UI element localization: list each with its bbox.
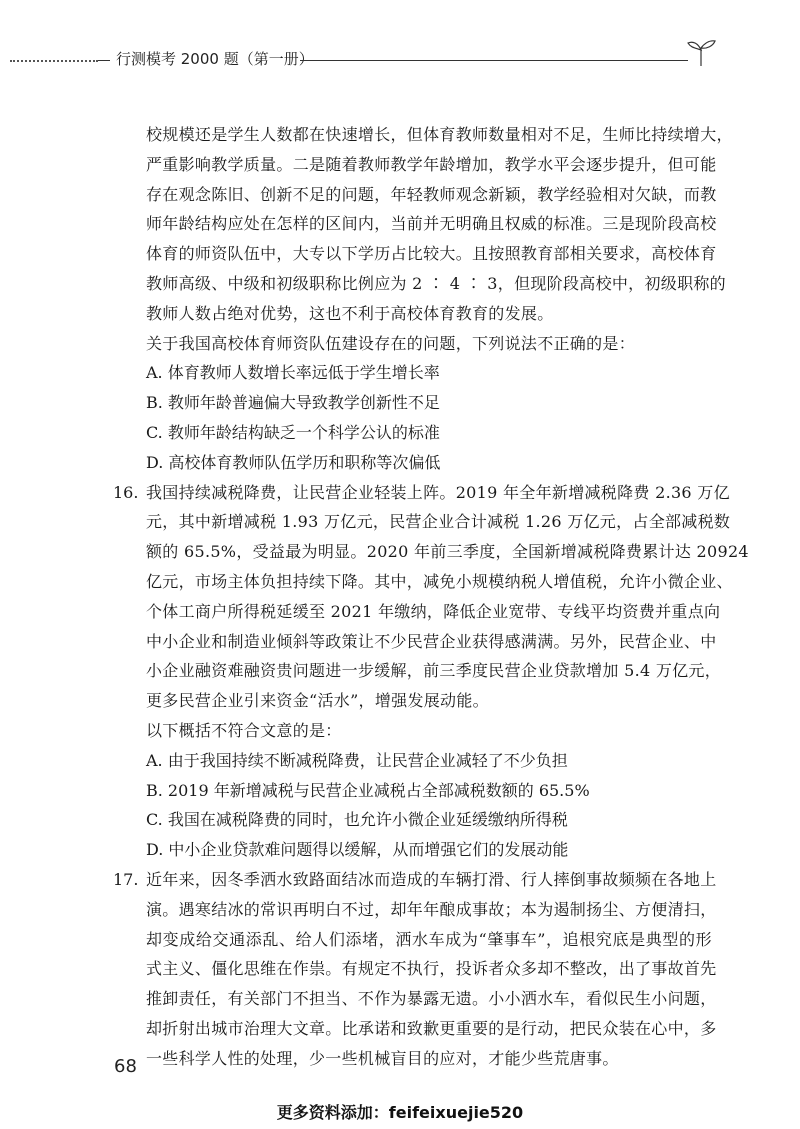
passage-line: 额的 65.5%，受益最为明显。2020 年前三季度，全国新增减税降费累计达 20924 xyxy=(146,542,749,562)
passage-line: 更多民营企业引来资金“活水”，增强发展动能。 xyxy=(146,691,489,711)
passage-line: 教师高级、中级和初级职称比例应为 2 ∶ 4 ∶ 3，但现阶段高校中，初级职称的 xyxy=(146,273,726,293)
passage-line: 一些科学人性的处理，少一些机械盲目的应对，才能少些荒唐事。 xyxy=(146,1048,619,1068)
passage-line: 小企业融资难融资贵问题进一步缓解，前三季度民营企业贷款增加 5.4 万亿元， xyxy=(146,661,722,681)
passage-line: 却变成给交通添乱、给人们添堵，洒水车成为“肇事车”，追根究底是典型的形 xyxy=(146,929,712,949)
sprout-icon xyxy=(684,34,718,68)
question-number: 16. xyxy=(113,482,139,502)
option-b: B. 教师年龄普遍偏大导致教学创新性不足 xyxy=(146,393,440,413)
option-d: D. 高校体育教师队伍学历和职称等次偏低 xyxy=(146,452,441,472)
question-16 xyxy=(113,478,749,865)
passage-continuation xyxy=(146,120,733,478)
passage-line: 亿元，市场主体负担持续下降。其中，减免小规模纳税人增值税，允许小微企业、 xyxy=(146,571,733,591)
passage-line: 推卸责任，有关部门不担当、不作为暴露无遗。小小洒水车，看似民生小问题， xyxy=(146,989,717,1009)
passage-line: 近年来，因冬季洒水致路面结冰而造成的车辆打滑、行人摔倒事故频频在各地上 xyxy=(146,869,717,889)
question-stem: 关于我国高校体育师资队伍建设存在的问题，下列说法不正确的是： xyxy=(146,333,636,353)
passage-line: 严重影响教学质量。二是随着教师教学年龄增加，教学水平会逐步提升，但可能 xyxy=(146,154,717,174)
header-rule-right xyxy=(300,60,688,61)
header-dotted-rule xyxy=(10,60,98,62)
passage-line: 演。遇寒结冰的常识再明白不过，却年年酿成事故；本为遏制扬尘、方便清扫， xyxy=(146,899,717,919)
passage-line: 师年龄结构应处在怎样的区间内，当前并无明确且权威的标准。三是现阶段高校 xyxy=(146,214,717,234)
passage-line: 中小企业和制造业倾斜等政策让不少民营企业获得感满满。另外，民营企业、中 xyxy=(146,631,717,651)
passage-line: 个体工商户所得税延缓至 2021 年缴纳，降低企业宽带、专线平均资费并重点向 xyxy=(146,601,721,621)
passage-line: 校规模还是学生人数都在快速增长，但体育教师数量相对不足，生师比持续增大， xyxy=(146,125,733,144)
option-d: D. 中小企业贷款难问题得以缓解，从而增强它们的发展动能 xyxy=(146,840,569,860)
question-stem: 以下概括不符合文意的是： xyxy=(146,720,342,740)
passage-line: 却折射出城市治理大文章。比承诺和致歉更重要的是行动，把民众装在心中，多 xyxy=(146,1018,717,1038)
option-c: C. 教师年龄结构缺乏一个科学公认的标准 xyxy=(146,422,440,442)
option-c: C. 我国在减税降费的同时，也允许小微企业延缓缴纳所得税 xyxy=(146,810,568,830)
passage-line: 体育的师资队伍中，大专以下学历占比较大。且按照教育部相关要求，高校体育 xyxy=(146,244,717,264)
passage-line: 教师人数占绝对优势，这也不利于高校体育教育的发展。 xyxy=(146,303,554,323)
option-a: A. 体育教师人数增长率远低于学生增长率 xyxy=(146,363,440,383)
question-number: 17. xyxy=(113,869,139,889)
passage-line: 存在观念陈旧、创新不足的问题，年轻教师观念新颖，教学经验相对欠缺，而教 xyxy=(146,184,717,204)
page-number: 68 xyxy=(114,1056,137,1077)
header-rule-left xyxy=(98,60,110,61)
passage-line: 元，其中新增减税 1.93 万亿元，民营企业合计减税 1.26 万亿元，占全部减税数 xyxy=(146,512,731,532)
option-a: A. 由于我国持续不断减税降费，让民营企业减轻了不少负担 xyxy=(146,750,568,770)
option-b: B. 2019 年新增减税与民营企业减税占全部减税数额的 65.5% xyxy=(146,780,590,800)
header-title: 行测模考 2000 题（第一册） xyxy=(116,50,314,68)
passage-line: 我国持续减税降费，让民营企业轻装上阵。2019 年全年新增减税降费 2.36 万亿 xyxy=(146,482,730,502)
running-header xyxy=(0,46,800,76)
passage-line: 式主义、僵化思维在作祟。有规定不执行，投诉者众多却不整改，出了事故首先 xyxy=(146,959,717,979)
footer-note: 更多资料添加：feifeixuejie520 xyxy=(276,1103,524,1122)
